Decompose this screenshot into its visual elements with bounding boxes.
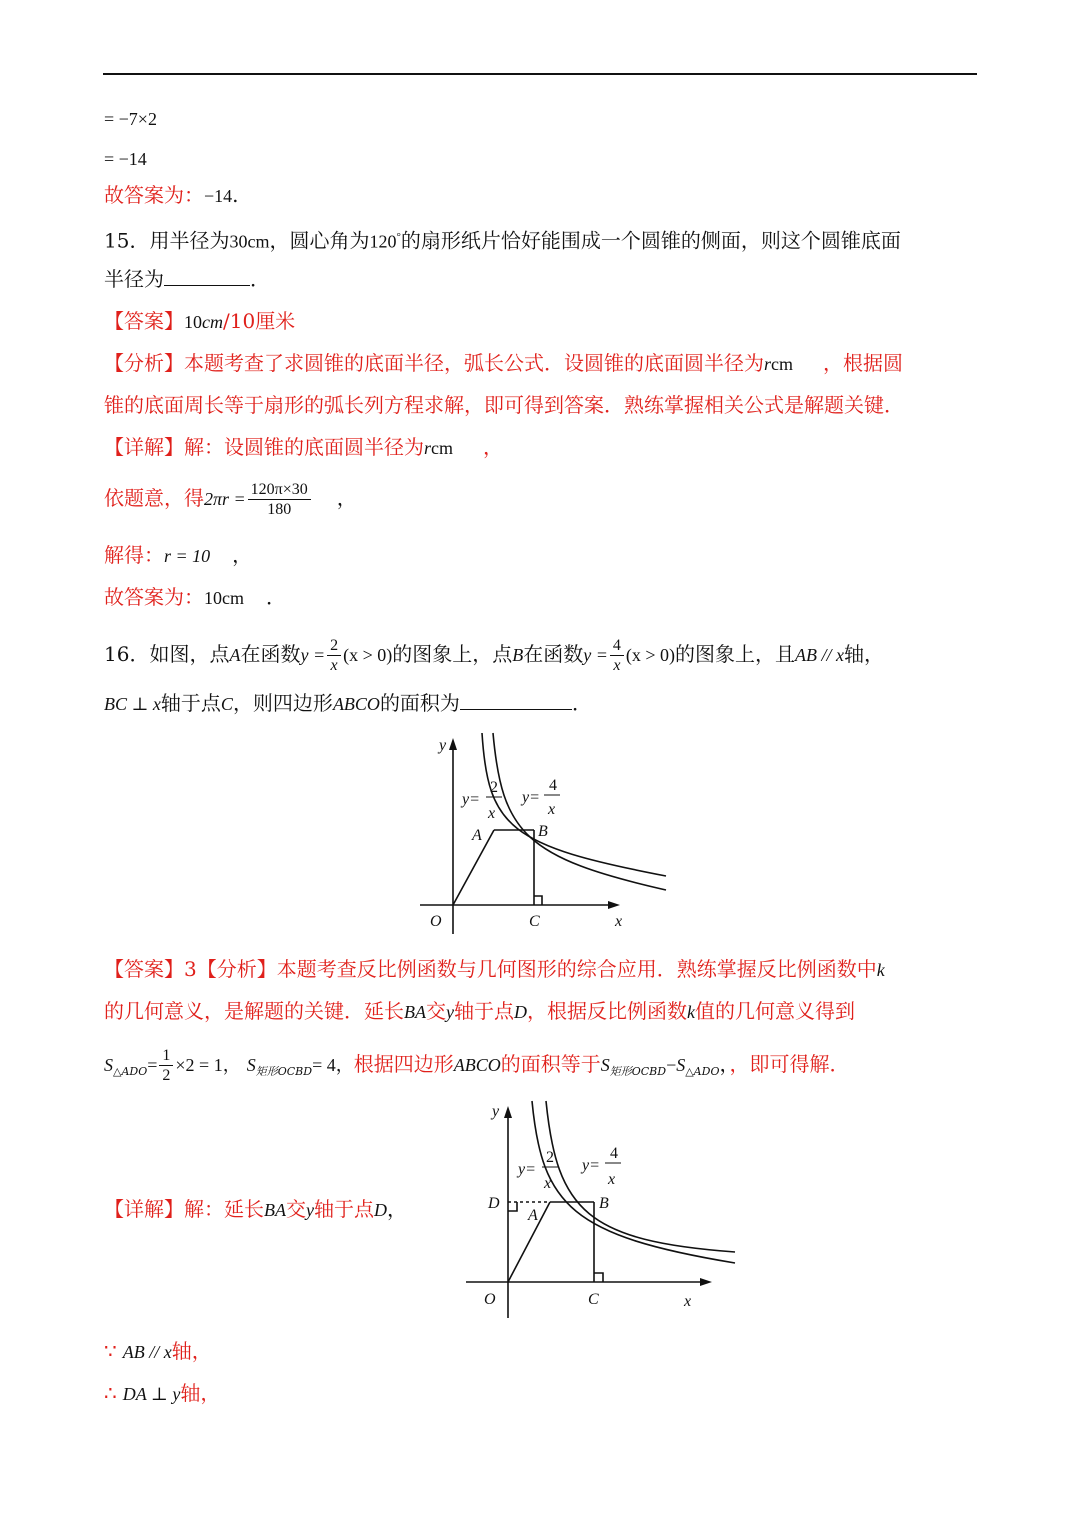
q16-analysis-line-2: 的几何意义，是解题的关键．延长BA交y轴于点D，根据反比例函数k值的几何意义得到 bbox=[104, 999, 855, 1023]
q15-detail-line-1: 【详解】解：设圆锥的底面圆半径为rcm ， bbox=[104, 435, 504, 459]
label-1-lhs: y= bbox=[462, 791, 480, 808]
label-2-num: 4 bbox=[549, 777, 557, 794]
point-B-label: B bbox=[538, 823, 548, 840]
figure-2 bbox=[462, 1096, 742, 1322]
label-2-num: 4 bbox=[610, 1145, 618, 1162]
point-C-label: C bbox=[588, 1291, 599, 1308]
label-2-lhs: y= bbox=[522, 789, 540, 806]
curve-4-over-x bbox=[493, 733, 666, 890]
q15-solution: 解得：r = 10 ， bbox=[104, 543, 253, 567]
label-1-num: 2 bbox=[490, 779, 498, 796]
label-1-lhs: y= bbox=[518, 1161, 536, 1178]
label-2-lhs: y= bbox=[582, 1157, 600, 1174]
origin-label: O bbox=[430, 913, 442, 930]
y-axis-label: y bbox=[492, 1103, 500, 1120]
label-2-den: x bbox=[548, 801, 556, 818]
q15-answer: 【答案】10cm/10厘米 bbox=[104, 309, 296, 333]
because-line: ∵ AB // x轴， bbox=[104, 1339, 212, 1363]
label-1-den: x bbox=[488, 805, 496, 822]
point-A-label: A bbox=[528, 1207, 538, 1224]
right-angle-mark-D bbox=[508, 1202, 517, 1211]
figure-1 bbox=[410, 728, 680, 944]
label-1-den: x bbox=[544, 1175, 552, 1192]
answer-blank[interactable] bbox=[460, 691, 572, 710]
y-arrow-icon bbox=[504, 1106, 512, 1118]
curve-2-over-x bbox=[532, 1101, 735, 1263]
q16-question-line-2: BC ⊥ x轴于点C，则四边形ABCO的面积为 ． bbox=[104, 691, 592, 715]
point-D-label: D bbox=[488, 1195, 500, 1212]
equation-fraction: $\frac{120\pi\times 30}{180}$ bbox=[248, 480, 311, 519]
q16-detail-line-1: 【详解】解：延长BA交y轴于点D， bbox=[104, 1197, 407, 1221]
q15-analysis-line-2: 锥的底面周长等于扇形的弧长列方程求解，即可得到答案．熟练掌握相关公式是解题关键． bbox=[104, 393, 904, 417]
prev-answer: 故答案为：−14. bbox=[104, 183, 239, 207]
curve-4-over-x bbox=[546, 1101, 735, 1252]
point-C-label: C bbox=[529, 913, 540, 930]
y-arrow-icon bbox=[449, 738, 457, 750]
q16-answer-analysis-line-1: 【答案】3【分析】本题考查反比例函数与几何图形的综合应用．熟练掌握反比例函数中k bbox=[104, 957, 885, 981]
x-arrow-icon bbox=[700, 1278, 712, 1286]
q16-question-line-1: 16．如图，点A在函数y = $\frac{2}{x}$ (x > 0)的图象上，点B在函数y = $\frac{4}{x}$ (x > 0)的图象上，且AB // x轴， bbox=[104, 637, 884, 674]
prev-step-2: = −14 bbox=[104, 149, 147, 169]
x-arrow-icon bbox=[608, 901, 620, 909]
q15-final: 故答案为：10cm ． bbox=[104, 585, 286, 609]
therefore-line: ∴ DA ⊥ y轴， bbox=[104, 1381, 221, 1405]
q15-equation: 依题意，得2πr = $\frac{120\pi\times 30}{180}$ ， bbox=[104, 481, 357, 518]
q15-analysis-line-1: 【分析】本题考查了求圆锥的底面半径，弧长公式．设圆锥的底面圆半径为rcm ，根据圆 bbox=[104, 351, 904, 375]
header-rule bbox=[103, 73, 977, 75]
x-axis-label: x bbox=[615, 913, 623, 930]
origin-label: O bbox=[484, 1291, 496, 1308]
x-axis-label: x bbox=[684, 1293, 692, 1310]
q15-question-line-2: 半径为 ． bbox=[104, 267, 270, 291]
label-1-num: 2 bbox=[546, 1149, 554, 1166]
y-axis-label: y bbox=[439, 737, 447, 754]
label-2-den: x bbox=[608, 1171, 616, 1188]
curve-2-over-x bbox=[482, 733, 666, 876]
point-B-label: B bbox=[599, 1195, 609, 1212]
answer-blank[interactable] bbox=[164, 267, 250, 286]
q15-question-line-1: 15．用半径为30cm，圆心角为120°的扇形纸片恰好能围成一个圆锥的侧面，则这个圆锥底面 bbox=[104, 228, 901, 253]
point-A-label: A bbox=[472, 827, 482, 844]
q16-analysis-line-3: $S_{\triangle ADO}=$ $\frac{1}{2}$ ×2 = 1， $S_{矩形OCBD}= 4$，根据四边形ABCO的面积等于$S_{矩形OCBD}-S_{\triangle ADO}$，，即可得解． bbox=[104, 1047, 850, 1084]
right-angle-mark bbox=[534, 896, 542, 905]
prev-step-1: = −7×2 bbox=[104, 109, 157, 129]
right-angle-mark-C bbox=[594, 1273, 603, 1282]
